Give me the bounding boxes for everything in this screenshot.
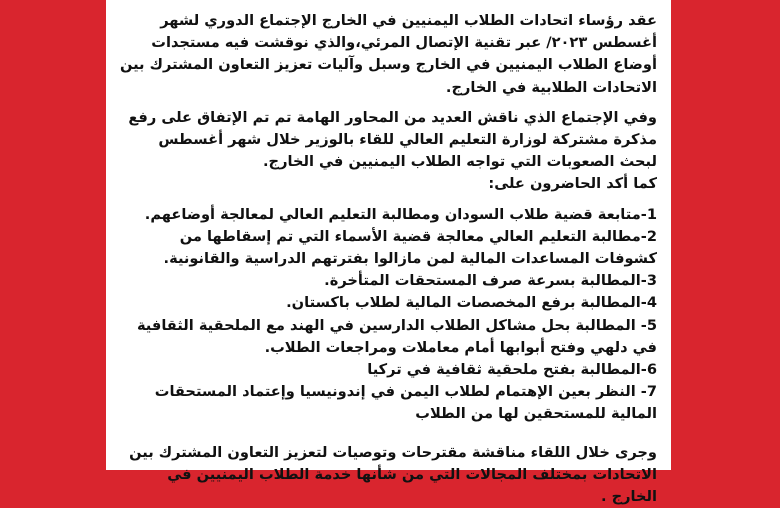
list-intro: كما أكد الحاضرون على: [488,175,657,193]
article-body [106,0,671,508]
article-paragraph-1: عقد رؤساء اتحادات الطلاب اليمنيين في الخارج الإجتماع الدوري لشهر أغسطس ٢٠٢٣/ عبر تقنية الإتصال المرئي،والذي نوقشت فيه مستجدات أوضاع الطلاب اليمنيين في الخارج وسبل وآليات تعزيز التعاون المشترك بين الاتحادات الطلابية في الخارج. [119,12,657,96]
list-item: 4-المطالبة برفع المخصصات المالية لطلاب باكستان. [286,294,657,312]
list-item: 5- المطالبة بحل مشاكل الطلاب الدارسين في الهند مع الملحقية الثقافية في دلهي وفتح أبوابها أمام معاملات ومراجعات الطلاب. [136,316,657,356]
list-item: 1-متابعة قضية طلاب السودان ومطالبة التعليم العالي لمعالجة أوضاعهم. [144,205,657,223]
list-item: 3-المطالبة بسرعة صرف المستحقات المتأخرة. [324,272,657,290]
paragraph-spacer [118,99,657,107]
recommendations-list [118,204,657,426]
list-item: 7- النظر بعين الإهتمام لطلاب اليمن في إندونيسيا وإعتماد المستحقات المالية للمستحقين لها من الطلاب [154,383,657,423]
list-spacer [118,196,657,204]
list-item: 2-مطالبة التعليم العالي معالجة قضية الأسماء التي تم إسقاطها من كشوفات المساعدات المالية لمن مازالوا بفترتهم الدراسية والقانونية. [163,227,657,268]
closing-spacer [118,426,657,442]
list-item: 6-المطالبة بفتح ملحقية ثقافية في تركيا [367,361,657,379]
article-paragraph-3: وجرى خلال اللقاء مناقشة مقترحات وتوصيات لتعزيز التعاون المشترك بين الاتحادات بمختلف المجالات التي من شأنها خدمة الطلاب اليمنيين في الخارج . [129,443,657,506]
document-page [106,0,671,506]
article-paragraph-2: وفي الإجتماع الذي ناقش العديد من المحاور الهامة تم تم الإتفاق على رفع مذكرة مشتركة لوزارة التعليم العالي للقاء بالوزير خلال شهر أغسطس لبحث الصعوبات التي تواجه الطلاب اليمنيين في الخارج. [128,108,657,171]
